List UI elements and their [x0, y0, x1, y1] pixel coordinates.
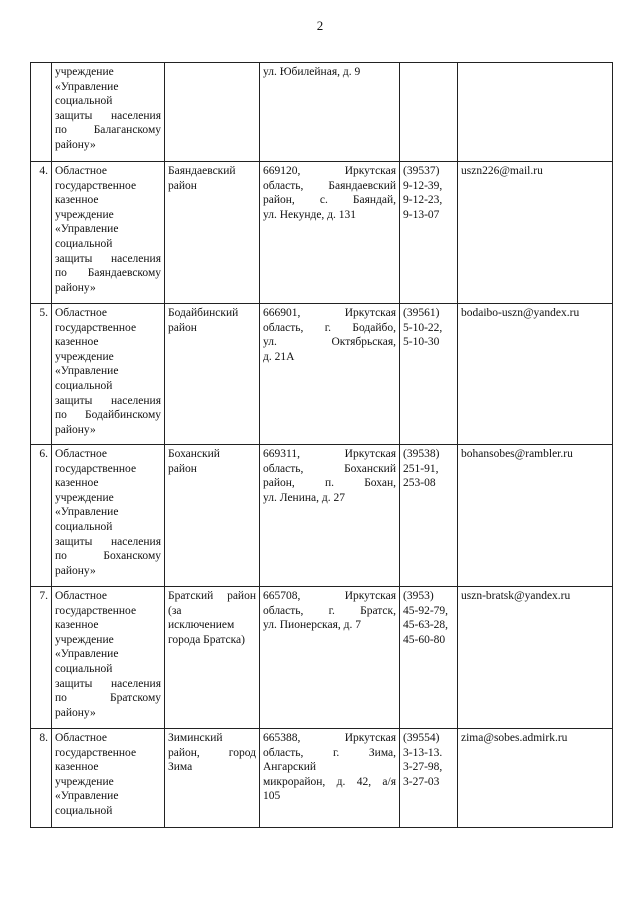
email-address: uszn-bratsk@yandex.ru	[461, 590, 571, 602]
phone-line: (39537)	[403, 165, 440, 177]
phone-line: (39561)	[403, 307, 440, 319]
row-number: 8.	[39, 732, 48, 744]
district-cell	[165, 63, 260, 162]
institution-line: учреждение	[55, 775, 114, 788]
phone-line: 45-92-79,	[403, 604, 449, 617]
institution-cell	[52, 445, 165, 587]
institution-line: социальной	[55, 804, 113, 817]
address-line: д. 21А	[263, 350, 295, 363]
row-number-cell	[31, 729, 52, 828]
row-number: 5.	[39, 307, 48, 319]
address-line: ул. Октябрьская,	[263, 336, 396, 349]
phone-line: 45-60-80	[403, 633, 446, 646]
address-line: ул. Юбилейная, д. 9	[263, 66, 361, 78]
email-address: bohansobes@rambler.ru	[461, 448, 573, 460]
institution-line: району»	[55, 706, 96, 719]
institution-line: Областное	[55, 590, 107, 602]
district-line: (за	[168, 604, 182, 617]
district-line: исключением	[168, 619, 235, 632]
address-line: микрорайон, д. 42, а/я	[263, 775, 396, 788]
table-row	[31, 304, 613, 445]
phone-line: (39554)	[403, 732, 440, 744]
district-line: города Братска)	[168, 633, 245, 646]
page-number: 2	[316, 18, 324, 33]
phone-line: 3-27-98,	[403, 761, 443, 774]
institution-line: учреждение	[55, 350, 114, 363]
district-line: район	[168, 321, 197, 334]
institution-line: «Управление	[55, 80, 119, 93]
institution-line: району»	[55, 423, 96, 436]
institution-line: «Управление	[55, 223, 119, 236]
institution-line: государственное	[55, 604, 137, 617]
institution-line: учреждение	[55, 633, 114, 646]
address-line: ул. Ленина, д. 27	[263, 491, 345, 504]
institution-cell	[52, 63, 165, 162]
district-line: район, город	[168, 746, 256, 759]
district-line: Бодайбинский	[168, 307, 239, 319]
institution-cell	[52, 587, 165, 729]
district-cell	[165, 445, 260, 587]
address-line: область, Боханский	[263, 462, 396, 475]
email-cell	[458, 729, 613, 828]
institution-line: Областное	[55, 732, 107, 744]
institution-line: казенное	[55, 619, 99, 632]
district-line: Братский район	[168, 590, 256, 602]
institution-cell	[52, 162, 165, 304]
institution-line: по Балаганскому	[55, 124, 161, 137]
address-line: район, п. Бохан,	[263, 477, 396, 490]
table-row	[31, 63, 613, 162]
institution-line: социальной	[55, 95, 113, 108]
row-number: 6.	[39, 448, 48, 460]
address-line: ул. Пионерская, д. 7	[263, 619, 361, 632]
institution-line: казенное	[55, 477, 99, 490]
address-cell	[260, 445, 400, 587]
district-line: район	[168, 179, 197, 192]
institution-line: казенное	[55, 194, 99, 207]
phone-line: 5-10-30	[403, 336, 440, 349]
email-cell	[458, 587, 613, 729]
address-cell	[260, 587, 400, 729]
row-number: 4.	[39, 165, 48, 177]
email-cell	[458, 63, 613, 162]
institution-line: «Управление	[55, 506, 119, 519]
institution-line: защиты населения	[55, 109, 161, 122]
phone-line: 251-91,	[403, 462, 439, 475]
address-line: область, г. Братск,	[263, 604, 396, 617]
institution-line: социальной	[55, 520, 113, 533]
address-line: 669311, Иркутская	[263, 448, 396, 460]
institution-line: Областное	[55, 448, 107, 460]
institution-cell	[52, 304, 165, 445]
table-row	[31, 587, 613, 729]
institution-line: району»	[55, 564, 96, 577]
address-line: Ангарский	[263, 761, 317, 774]
institution-line: учреждение	[55, 491, 114, 504]
institution-line: району»	[55, 281, 96, 294]
phone-line: (3953)	[403, 590, 434, 602]
address-line: 105	[263, 790, 281, 803]
phone-cell	[400, 587, 458, 729]
institution-line: по Братскому	[55, 692, 161, 705]
district-line: Боханский	[168, 448, 220, 460]
email-cell	[458, 445, 613, 587]
phone-line: 9-12-23,	[403, 194, 443, 207]
institution-line: Областное	[55, 307, 107, 319]
district-cell	[165, 729, 260, 828]
institution-line: «Управление	[55, 790, 119, 803]
email-cell	[458, 304, 613, 445]
institution-line: защиты населения	[55, 252, 161, 265]
institution-line: защиты населения	[55, 535, 161, 548]
email-address: bodaibo-uszn@yandex.ru	[461, 307, 580, 319]
address-line: область, Баяндаевский	[263, 179, 396, 192]
district-line: район	[168, 462, 197, 475]
email-cell	[458, 162, 613, 304]
institution-line: по Баяндаевскому	[55, 267, 161, 280]
address-line: область, г. Бодайбо,	[263, 321, 396, 334]
row-number: 7.	[39, 590, 48, 602]
district-line: Зима	[168, 761, 193, 774]
institution-line: казенное	[55, 336, 99, 349]
phone-line: 45-63-28,	[403, 619, 449, 632]
institution-line: по Бодайбинскому	[55, 409, 161, 422]
district-cell	[165, 162, 260, 304]
row-number-cell	[31, 445, 52, 587]
institutions-table	[30, 62, 613, 828]
phone-cell	[400, 304, 458, 445]
address-line: 665388, Иркутская	[263, 732, 396, 744]
address-cell	[260, 162, 400, 304]
address-cell	[260, 63, 400, 162]
phone-line: 5-10-22,	[403, 321, 443, 334]
institution-line: государственное	[55, 321, 137, 334]
address-line: область, г. Зима,	[263, 746, 396, 759]
row-number-cell	[31, 587, 52, 729]
address-cell	[260, 304, 400, 445]
institution-line: «Управление	[55, 648, 119, 661]
district-cell	[165, 304, 260, 445]
phone-line: 9-12-39,	[403, 179, 443, 192]
institution-line: по Боханскому	[55, 550, 161, 563]
row-number-cell	[31, 63, 52, 162]
institution-line: защиты населения	[55, 394, 161, 407]
institution-line: государственное	[55, 462, 137, 475]
phone-cell	[400, 162, 458, 304]
phone-line: 253-08	[403, 477, 436, 490]
address-line: 665708, Иркутская	[263, 590, 396, 602]
address-line: 666901, Иркутская	[263, 307, 396, 319]
phone-cell	[400, 445, 458, 587]
institution-line: «Управление	[55, 365, 119, 378]
institution-line: учреждение	[55, 66, 114, 78]
address-line: 669120, Иркутская	[263, 165, 396, 177]
email-address: uszn226@mail.ru	[461, 165, 543, 177]
institution-line: государственное	[55, 179, 137, 192]
institution-line: учреждение	[55, 208, 114, 221]
email-address: zima@sobes.admirk.ru	[461, 732, 568, 744]
address-line: ул. Некунде, д. 131	[263, 208, 357, 221]
table-row	[31, 445, 613, 587]
phone-line: 3-13-13.	[403, 746, 443, 759]
institution-line: государственное	[55, 746, 137, 759]
district-line: Баяндаевский	[168, 165, 236, 177]
phone-line: 9-13-07	[403, 208, 440, 221]
phone-cell	[400, 63, 458, 162]
row-number-cell	[31, 304, 52, 445]
row-number-cell	[31, 162, 52, 304]
institution-cell	[52, 729, 165, 828]
table-row	[31, 162, 613, 304]
institution-line: социальной	[55, 379, 113, 392]
phone-line: 3-27-03	[403, 775, 440, 788]
institution-line: казенное	[55, 761, 99, 774]
table-row	[31, 729, 613, 828]
institution-line: социальной	[55, 662, 113, 675]
district-line: Зиминский	[168, 732, 223, 744]
phone-cell	[400, 729, 458, 828]
phone-line: (39538)	[403, 448, 440, 460]
institution-line: защиты населения	[55, 677, 161, 690]
address-cell	[260, 729, 400, 828]
institution-line: Областное	[55, 165, 107, 177]
district-cell	[165, 587, 260, 729]
institution-line: району»	[55, 138, 96, 151]
address-line: район, с. Баяндай,	[263, 194, 396, 207]
institution-line: социальной	[55, 237, 113, 250]
